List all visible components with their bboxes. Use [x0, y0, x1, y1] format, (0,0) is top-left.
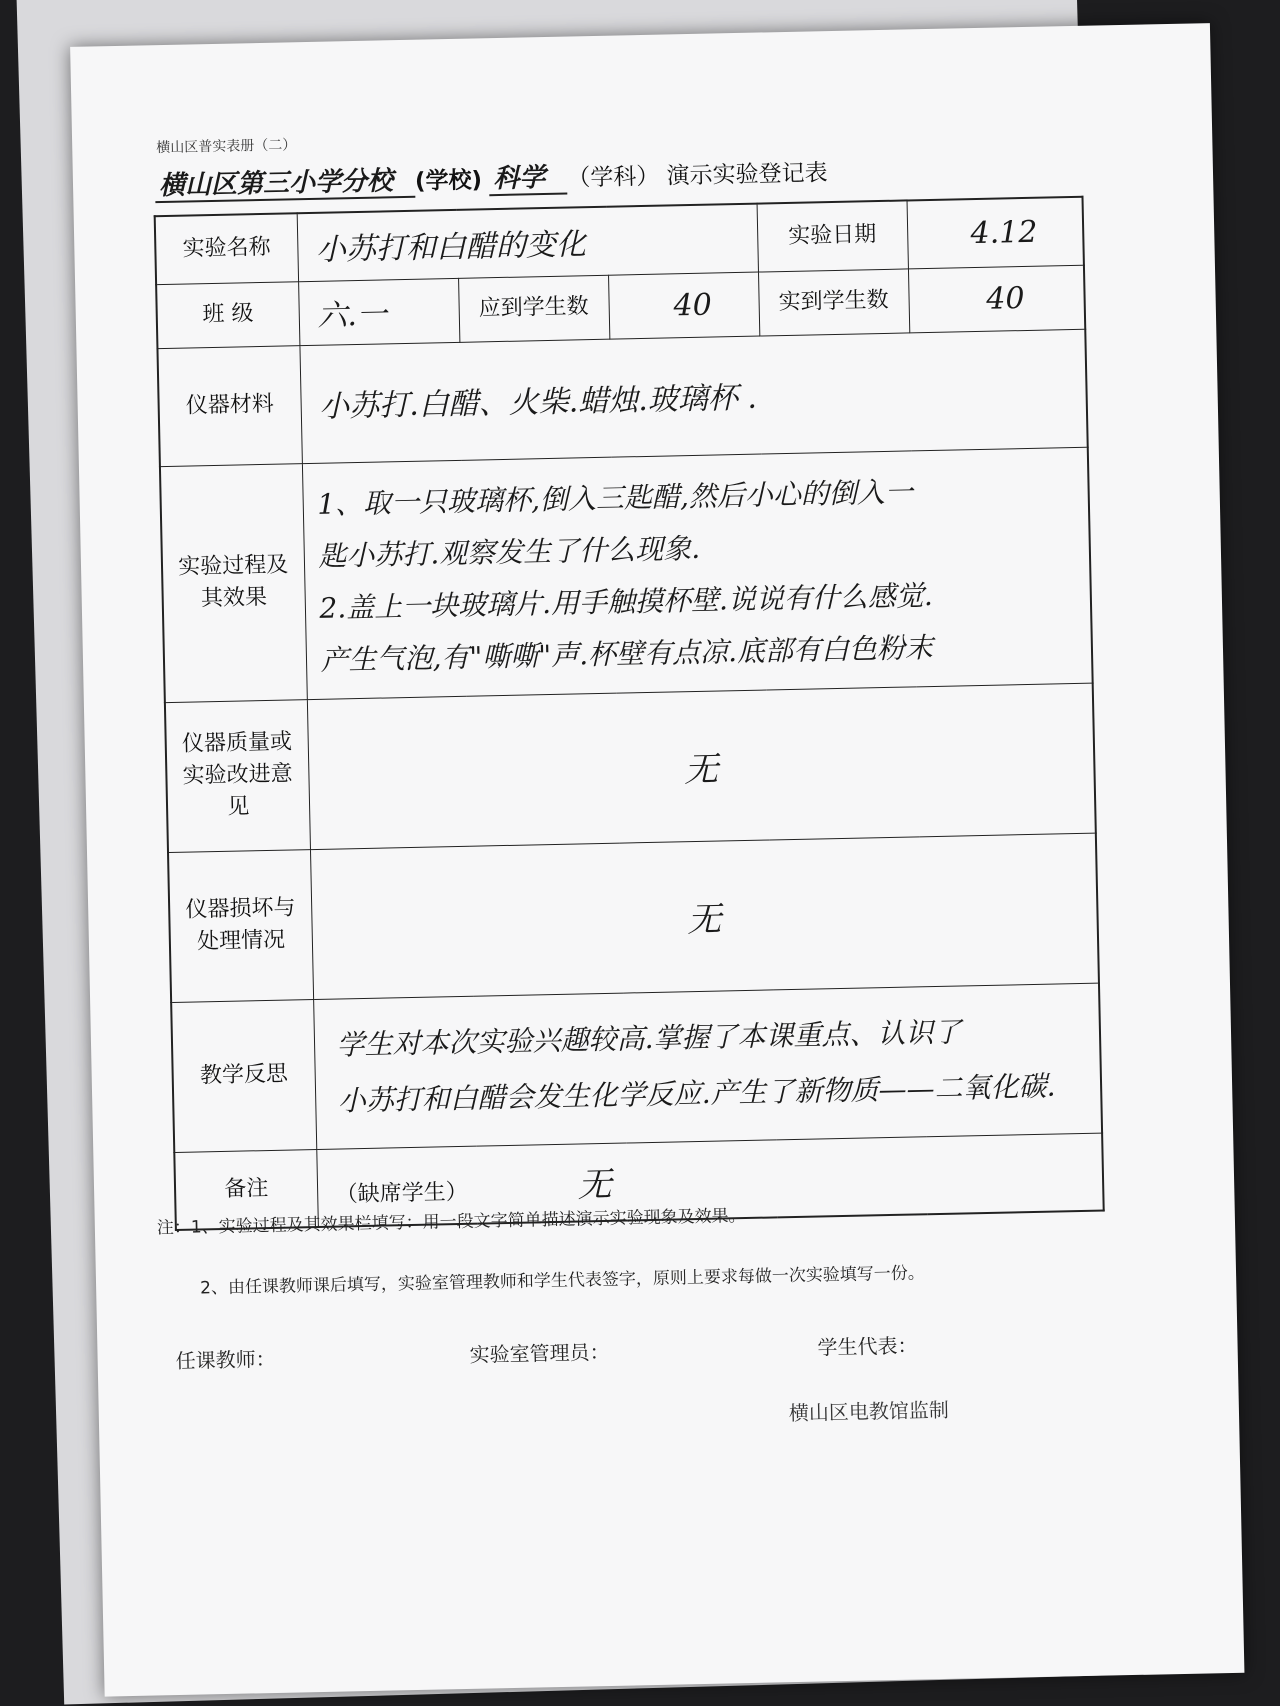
- reflection-line: 学生对本次实验兴趣较高.掌握了本课重点、认识了: [336, 1015, 962, 1062]
- quality-value: 无: [307, 683, 1096, 849]
- school-label: (学校): [414, 167, 483, 195]
- actual-students-value: 40: [908, 265, 1085, 333]
- process-content: [302, 447, 1093, 699]
- reflection-label: 教学反思: [171, 999, 316, 1152]
- reflection-content: [313, 983, 1102, 1149]
- expected-students-value: 40: [608, 272, 759, 339]
- reflection-line: 小苏打和白醋会发生化学反应.产生了新物质——二氧化碳.: [337, 1069, 1056, 1118]
- teacher-signature-label: 任课教师：: [175, 1346, 276, 1374]
- class-value: 六.一: [298, 278, 459, 345]
- experiment-table: [154, 196, 1105, 1231]
- school-value: 横山区第三小学分校: [155, 166, 416, 203]
- expected-students-label: 应到学生数: [458, 275, 609, 342]
- experiment-date-label: 实验日期: [757, 200, 908, 271]
- materials-value: 小苏打.白醋、火柴.蜡烛.玻璃杯 .: [299, 329, 1087, 463]
- subject-label: （学科）: [567, 163, 660, 192]
- damage-label: 仪器损坏与处理情况: [168, 849, 313, 1002]
- process-line: 2.盖上一块玻璃片.用手触摸杯壁.说说有什么感觉.: [319, 578, 934, 625]
- note-2: 2、由任课教师课后填写，实验室管理教师和学生代表签字，原则上要求每做一次实验填写一份。: [199, 1263, 926, 1299]
- process-line: 匙小苏打.观察发生了什么现象.: [318, 531, 701, 573]
- subject-value: 科学: [489, 163, 568, 197]
- remarks-value: 无: [577, 1165, 613, 1206]
- actual-students-label: 实到学生数: [758, 268, 909, 335]
- lab-manager-signature-label: 实验室管理员：: [469, 1339, 610, 1367]
- materials-label: 仪器材料: [157, 345, 301, 466]
- process-line: 1、取一只玻璃杯,倒入三匙醋,然后小心的倒入一: [316, 475, 914, 521]
- registration-form-sheet: [70, 23, 1244, 1697]
- quality-label: 仪器质量或实验改进意见: [165, 699, 310, 852]
- experiment-name-label: 实验名称: [155, 213, 298, 284]
- experiment-name-value: 小苏打和白醋的变化: [297, 204, 758, 282]
- experiment-date-value: 4.12: [907, 197, 1084, 269]
- student-rep-signature-label: 学生代表：: [817, 1333, 918, 1360]
- process-line: 产生气泡,有"嘶嘶"声.杯壁有点凉.底部有白色粉末: [320, 631, 934, 677]
- class-label: 班 级: [156, 281, 299, 348]
- note-1: 注：1、实验过程及其效果栏填写：用一段文字简单描述演示实验现象及效果。: [156, 1206, 746, 1239]
- remarks-label: 备注: [174, 1149, 318, 1230]
- form-notes: [157, 1193, 1139, 1335]
- footer-issuer: 横山区电教馆监制: [788, 1397, 950, 1426]
- process-label: 实验过程及其效果: [160, 463, 307, 702]
- damage-value: 无: [310, 833, 1099, 999]
- form-title-line: [155, 151, 828, 202]
- form-title: 演示实验登记表: [666, 160, 828, 190]
- absent-students-label: （缺席学生）: [335, 1180, 468, 1208]
- form-series-label: 横山区普实表册（二）: [156, 137, 297, 157]
